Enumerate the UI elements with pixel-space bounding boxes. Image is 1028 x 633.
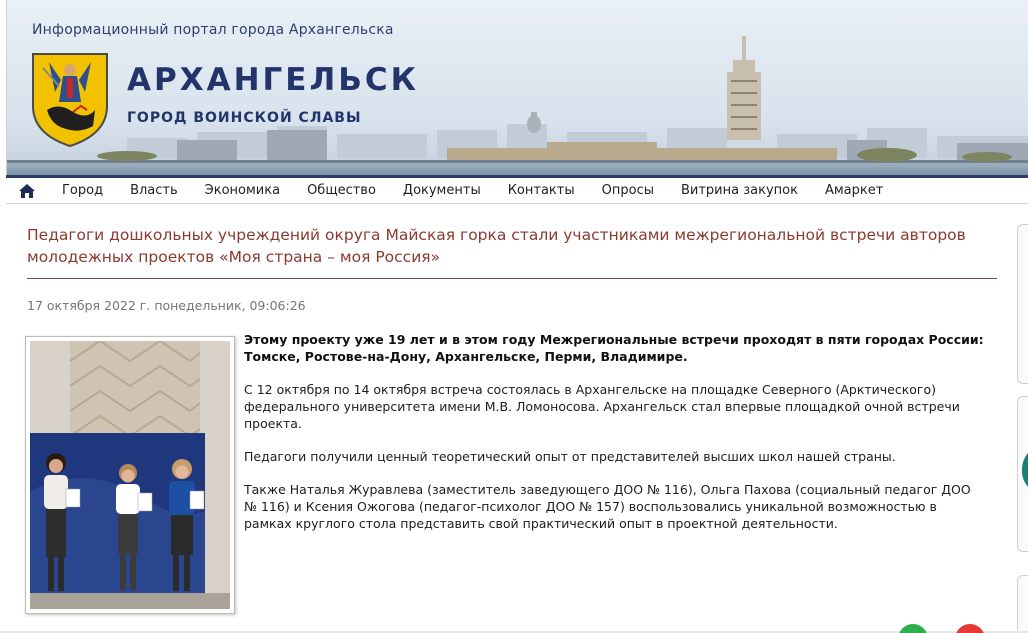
- article-photo-frame[interactable]: [25, 336, 235, 614]
- floating-action-button[interactable]: [955, 624, 985, 633]
- article-paragraph: С 12 октября по 14 октября встреча состоялась в Архангельске на площадке Северного (Арктического) федерального университета имени М.В. Ломоносова. Архангельск стал впервые площадкой очной встречи проекта.: [244, 382, 960, 431]
- floating-action-button[interactable]: [898, 624, 928, 633]
- article-paragraph: Также Наталья Журавлева (заместитель заведующего ДОО № 116), Ольга Пахова (социальный педагог ДОО № 116) и Ксения Ожогова (педагог-психолог ДОО № 157) воспользовались уникальной возможностью в рамках круглого стола представить свой практический опыт в проектной деятельности.: [244, 482, 971, 531]
- site-header: [6, 0, 1028, 175]
- home-icon[interactable]: [18, 183, 36, 199]
- nav-item-kontakty[interactable]: Контакты: [507, 183, 575, 198]
- nav-item-vitrina-zakupok[interactable]: Витрина закупок: [680, 183, 798, 198]
- title-divider: [27, 278, 997, 279]
- nav-item-ekonomika[interactable]: Экономика: [204, 183, 281, 198]
- article-lead: Этому проекту уже 19 лет и в этом году Межрегиональные встречи проходят в пяти городах России: Томске, Ростове-на-Дону, Архангельске, Перми, Владимире.: [244, 332, 984, 364]
- article-paragraph: Педагоги получили ценный теоретический опыт от представителей высших школ нашей страны.: [244, 449, 896, 464]
- nav-item-amarket[interactable]: Амаркет: [824, 183, 884, 198]
- nav-item-gorod[interactable]: Город: [62, 183, 104, 198]
- article-title: Педагоги дошкольных учреждений округа Майская горка стали участниками межрегиональной встречи авторов молодежных проектов «Моя страна – моя Россия»: [27, 226, 966, 266]
- article-date: 17 октября 2022 г. понедельник, 09:06:26: [27, 298, 306, 313]
- article-body: [244, 331, 984, 548]
- city-subtitle: ГОРОД ВОИНСКОЙ СЛАВЫ: [127, 110, 362, 126]
- city-name[interactable]: АРХАНГЕЛЬСК: [127, 62, 419, 98]
- nav-item-vlast[interactable]: Власть: [130, 183, 178, 198]
- nav-item-oprosy[interactable]: Опросы: [601, 183, 654, 198]
- city-crest-logo[interactable]: [29, 50, 111, 148]
- article-photo[interactable]: [30, 341, 230, 609]
- portal-title[interactable]: Информационный портал города Архангельска: [32, 22, 394, 38]
- side-panel[interactable]: [1017, 575, 1028, 633]
- nav-item-obshchestvo[interactable]: Общество: [307, 183, 376, 198]
- main-navigation: [6, 175, 1028, 204]
- nav-item-dokumenty[interactable]: Документы: [402, 183, 481, 198]
- side-panel[interactable]: [1017, 224, 1028, 384]
